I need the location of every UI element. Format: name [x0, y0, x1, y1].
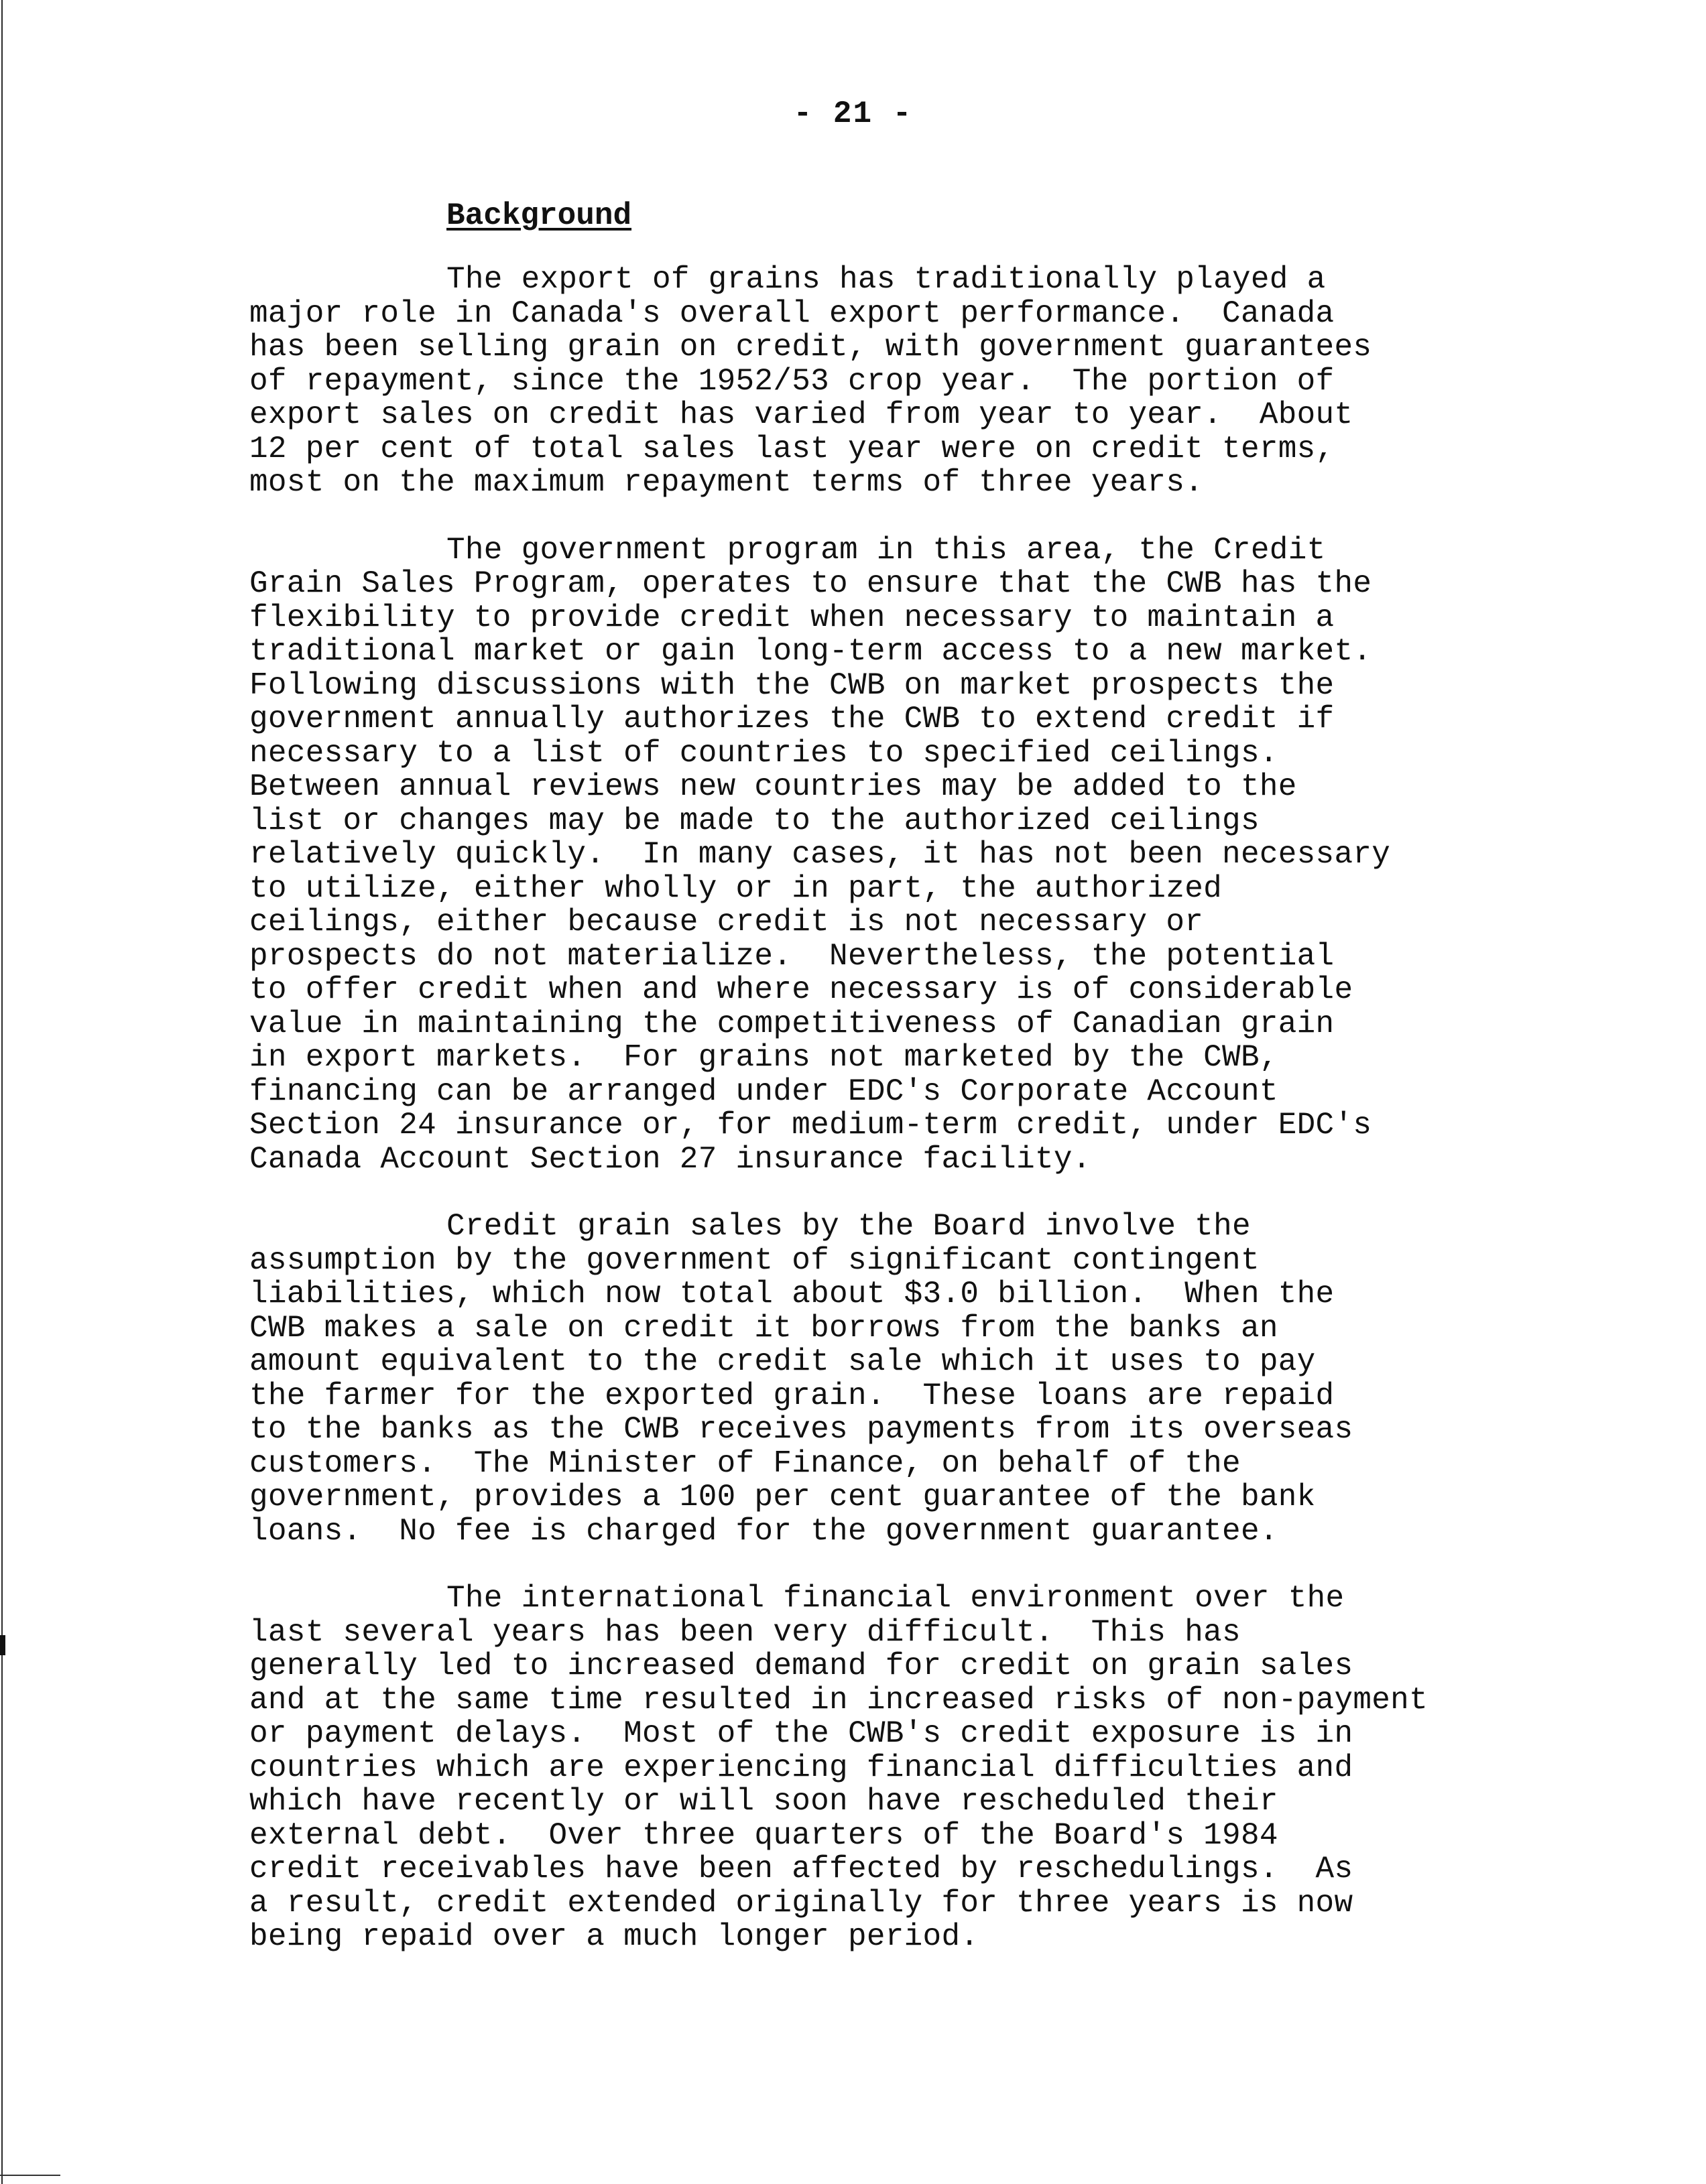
text-line: being repaid over a much longer period. [249, 1919, 979, 1954]
paragraph-government-program [249, 533, 1597, 1177]
text-line [249, 1582, 1597, 1616]
text-line: to offer credit when and where necessary is of considerable [249, 972, 1353, 1007]
page-number: - 21 - [793, 97, 913, 131]
text-line-content: The international financial environment over the [446, 1581, 1345, 1616]
text-line: list or changes may be made to the authorized ceilings [249, 803, 1260, 838]
scan-bottom-edge [0, 2175, 60, 2176]
text-line: the farmer for the exported grain. These loans are repaid [249, 1378, 1335, 1413]
text-line-content: The export of grains has traditionally played a [446, 262, 1326, 297]
body-text [249, 263, 1597, 1988]
text-line: Between annual reviews new countries may be added to the [249, 769, 1297, 804]
text-line: liabilities, which now total about $3.0 billion. When the [249, 1277, 1335, 1311]
text-line-content: Credit grain sales by the Board involve the [446, 1209, 1251, 1244]
text-line: or payment delays. Most of the CWB's credit exposure is in [249, 1716, 1353, 1751]
text-line: ceilings, either because credit is not necessary or [249, 905, 1204, 940]
text-line: prospects do not materialize. Nevertheless, the potential [249, 938, 1335, 974]
paragraph-international-environment [249, 1582, 1597, 1954]
text-line: Grain Sales Program, operates to ensure that the CWB has the [249, 566, 1372, 601]
section-heading: Background [446, 198, 632, 233]
text-line: Section 24 insurance or, for medium-term credit, under EDC's [249, 1108, 1372, 1143]
text-line: government, provides a 100 per cent guarantee of the bank [249, 1480, 1316, 1515]
text-line: in export markets. For grains not marketed by the CWB, [249, 1040, 1278, 1075]
text-line: value in maintaining the competitiveness of Canadian grain [249, 1006, 1335, 1041]
text-line: 12 per cent of total sales last year were on credit terms, [249, 431, 1335, 466]
text-line: to the banks as the CWB receives payments from its overseas [249, 1412, 1353, 1447]
text-line: traditional market or gain long-term access to a new market. [249, 634, 1372, 669]
text-line: generally led to increased demand for credit on grain sales [249, 1649, 1353, 1683]
paragraph-credit-grain-sales [249, 1210, 1597, 1548]
scan-edge-mark [0, 1635, 5, 1655]
text-line: and at the same time resulted in increased risks of non-payment [249, 1682, 1428, 1718]
text-line: of repayment, since the 1952/53 crop year. The portion of [249, 363, 1335, 399]
text-line: last several years has been very difficult. This has [249, 1614, 1241, 1650]
text-line: government annually authorizes the CWB to extend credit if [249, 702, 1335, 736]
text-line: a result, credit extended originally for three years is now [249, 1885, 1353, 1921]
text-line: export sales on credit has varied from year to year. About [249, 397, 1353, 432]
scan-left-edge [1, 0, 3, 2184]
text-line [249, 263, 1597, 297]
text-line-content: The government program in this area, the Credit [446, 532, 1326, 568]
text-line: Following discussions with the CWB on market prospects the [249, 667, 1335, 703]
text-line: CWB makes a sale on credit it borrows from the banks an [249, 1310, 1278, 1346]
text-line: has been selling grain on credit, with government guarantees [249, 330, 1372, 365]
text-line: financing can be arranged under EDC's Corporate Account [249, 1074, 1278, 1109]
text-line: loans. No fee is charged for the government guarantee. [249, 1513, 1278, 1549]
paragraph-export-of-grains [249, 263, 1597, 500]
text-line: customers. The Minister of Finance, on behalf of the [249, 1446, 1241, 1481]
text-line: to utilize, either wholly or in part, the authorized [249, 871, 1223, 906]
text-line: countries which are experiencing financial difficulties and [249, 1750, 1353, 1785]
text-line: necessary to a list of countries to specified ceilings. [249, 735, 1278, 771]
text-line [249, 1210, 1597, 1244]
text-line [249, 533, 1597, 568]
text-line: amount equivalent to the credit sale which it uses to pay [249, 1344, 1316, 1379]
text-line: which have recently or will soon have rescheduled their [249, 1784, 1278, 1819]
text-line: external debt. Over three quarters of the Board's 1984 [249, 1817, 1278, 1853]
text-line: Canada Account Section 27 insurance facility. [249, 1141, 1091, 1177]
text-line: credit receivables have been affected by reschedulings. As [249, 1852, 1353, 1886]
text-line: relatively quickly. In many cases, it has not been necessary [249, 837, 1391, 872]
text-line: flexibility to provide credit when necessary to maintain a [249, 600, 1335, 635]
text-line: assumption by the government of significant contingent [249, 1242, 1260, 1278]
text-line: most on the maximum repayment terms of three years. [249, 465, 1204, 500]
text-line: major role in Canada's overall export performance. Canada [249, 296, 1335, 331]
